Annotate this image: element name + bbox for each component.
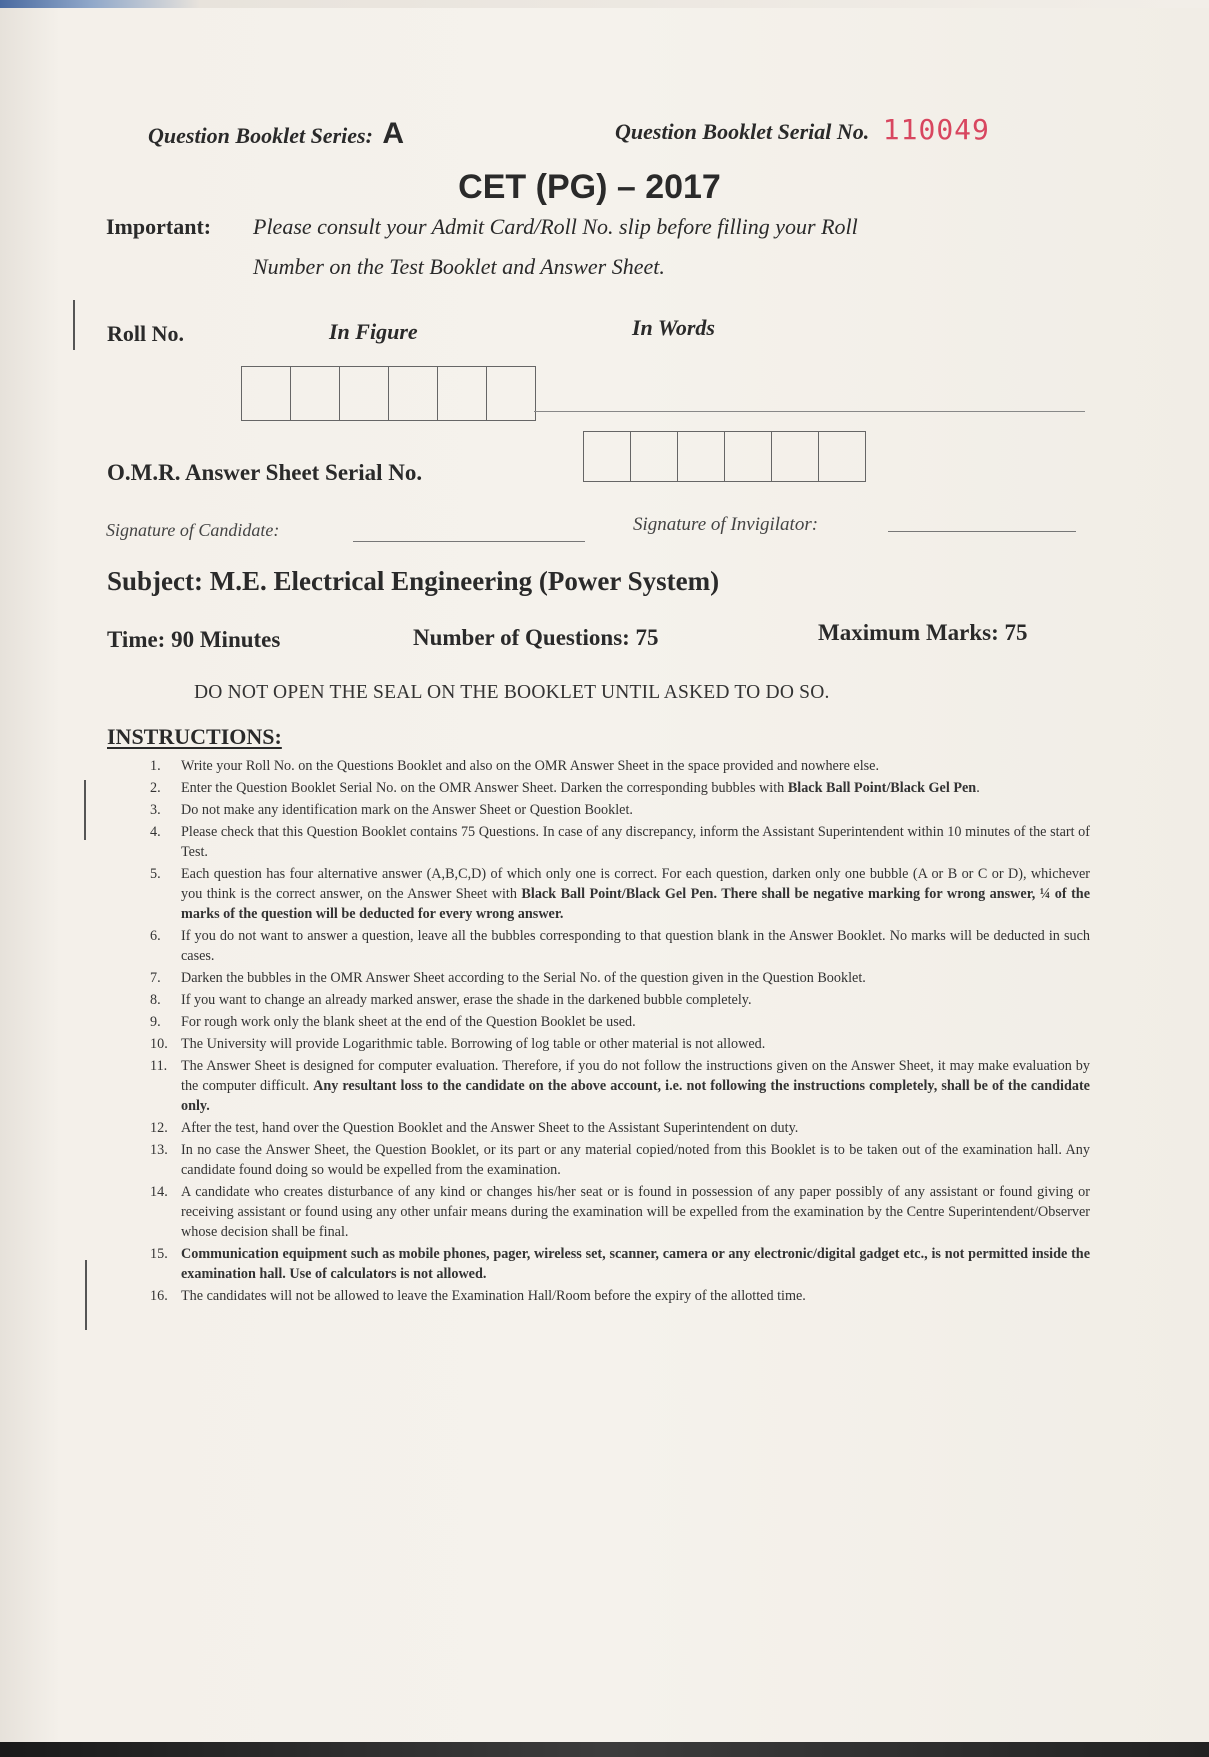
scan-bottom-edge <box>0 1742 1209 1757</box>
instruction-text: In no case the Answer Sheet, the Question Booklet, or its part or any material copied/noted from this Booklet is to be taken out of the examination hall. Any candidate found doing so would be expelled from the examination. <box>181 1142 1090 1178</box>
exam-title: CET (PG) – 2017 <box>458 168 721 206</box>
instruction-item <box>150 968 1090 988</box>
series-label: Question Booklet Series: <box>148 123 373 148</box>
instruction-number: 9. <box>150 1014 161 1030</box>
instruction-number: 4. <box>150 824 161 840</box>
instruction-text: Communication equipment such as mobile phones, pager, wireless set, scanner, camera or any electronic/digital gadget etc., is not permitted inside the examination hall. Use of calculators is not allowed. <box>181 1246 1090 1282</box>
instruction-number: 14. <box>150 1184 168 1200</box>
instruction-text: If you want to change an already marked answer, erase the shade in the darkened bubble completely. <box>181 992 752 1008</box>
roll-digit-box[interactable] <box>487 366 536 421</box>
roll-no-label: Roll No. <box>107 321 184 346</box>
instruction-text: The University will provide Logarithmic table. Borrowing of log table or other material is not allowed. <box>181 1036 766 1052</box>
margin-pen-mark <box>84 780 86 840</box>
instruction-number: 6. <box>150 928 161 944</box>
instruction-number: 1. <box>150 758 161 774</box>
omr-digit-box[interactable] <box>819 431 866 482</box>
important-label: Important: <box>106 214 212 239</box>
instruction-text: If you do not want to answer a question, leave all the bubbles corresponding to that question blank in the Answer Booklet. No marks will be deducted in such cases. <box>181 928 1090 964</box>
instruction-number: 12. <box>150 1120 168 1136</box>
important-text-line-2: Number on the Test Booklet and Answer Sheet. <box>253 254 665 279</box>
omr-digit-box[interactable] <box>678 431 725 482</box>
time-info: Time: 90 Minutes <box>107 627 281 652</box>
instruction-number: 8. <box>150 992 161 1008</box>
roll-in-words-line[interactable] <box>534 411 1085 412</box>
instruction-text: Please check that this Question Booklet contains 75 Questions. In case of any discrepancy, inform the Assistant Superintendent within 10 minutes of the start of Test. <box>181 824 1090 860</box>
instruction-item <box>150 1118 1090 1138</box>
instruction-text: After the test, hand over the Question Booklet and the Answer Sheet to the Assistant Superintendent on duty. <box>181 1120 799 1136</box>
instruction-item <box>150 1182 1090 1242</box>
roll-digit-box[interactable] <box>389 366 438 421</box>
instruction-item <box>150 1286 1090 1306</box>
instruction-text: . <box>976 780 980 796</box>
roll-digit-box[interactable] <box>242 366 291 421</box>
invigilator-signature-line[interactable] <box>888 531 1076 532</box>
roll-digit-box[interactable] <box>340 366 389 421</box>
instruction-number: 3. <box>150 802 161 818</box>
instruction-text: For rough work only the blank sheet at the end of the Question Booklet be used. <box>181 1014 636 1030</box>
max-marks-info: Maximum Marks: 75 <box>818 620 1028 645</box>
instruction-number: 16. <box>150 1288 168 1304</box>
omr-serial-boxes[interactable] <box>583 431 866 482</box>
margin-pen-mark <box>85 1260 87 1330</box>
important-text-line-1: Please consult your Admit Card/Roll No. slip before filling your Roll <box>253 214 858 239</box>
instruction-item <box>150 926 1090 966</box>
omr-digit-box[interactable] <box>584 431 631 482</box>
instruction-item <box>150 990 1090 1010</box>
invigilator-signature-label: Signature of Invigilator: <box>633 514 819 535</box>
instruction-item <box>150 1244 1090 1284</box>
instruction-item <box>150 822 1090 862</box>
seal-notice: DO NOT OPEN THE SEAL ON THE BOOKLET UNTIL ASKED TO DO SO. <box>194 682 830 703</box>
omr-digit-box[interactable] <box>772 431 819 482</box>
instruction-number: 11. <box>150 1058 168 1074</box>
booklet-serial <box>615 113 990 146</box>
instruction-text: Darken the bubbles in the OMR Answer Sheet according to the Serial No. of the question given in the Question Booklet. <box>181 970 866 986</box>
instruction-text: Do not make any identification mark on the Answer Sheet or Question Booklet. <box>181 802 633 818</box>
instruction-text: Black Ball Point/Black Gel Pen. There shall be negative marking for wrong answer, ¼ of the marks of the question will be deducted for every wrong answer. <box>181 886 1090 922</box>
instruction-text: Enter the Question Booklet Serial No. on the OMR Answer Sheet. Darken the corresponding bubbles with <box>181 780 788 796</box>
scan-top-edge <box>0 0 1209 8</box>
instructions-heading: INSTRUCTIONS: <box>107 724 282 749</box>
in-words-label: In Words <box>632 315 715 340</box>
instruction-item <box>150 1012 1090 1032</box>
instruction-number: 15. <box>150 1246 168 1262</box>
omr-serial-label: O.M.R. Answer Sheet Serial No. <box>107 460 423 485</box>
instruction-text: Each question has four alternative answer (A,B,C,D) of which only one is correct. For each question, darken only one bubble (A or B or C or D), whichever you think is the correct answer, on the Answer Sheet with <box>181 866 1090 902</box>
instructions-list <box>150 756 1090 1308</box>
roll-digit-box[interactable] <box>291 366 340 421</box>
instruction-text: A candidate who creates disturbance of any kind or changes his/her seat or is found in possession of any paper possibly of any assistant or found giving or receiving assistant or found using any other unfair means during the examination will be expelled from the examination by the Centre Superintendent/Observer whose decision shall be final. <box>181 1184 1090 1240</box>
omr-digit-box[interactable] <box>631 431 678 482</box>
booklet-series <box>148 117 404 151</box>
instruction-text: Write your Roll No. on the Questions Booklet and also on the OMR Answer Sheet in the space provided and nowhere else. <box>181 758 880 774</box>
serial-label: Question Booklet Serial No. <box>615 119 870 144</box>
in-figure-label: In Figure <box>329 319 418 344</box>
candidate-signature-line[interactable] <box>353 541 585 542</box>
roll-digit-box[interactable] <box>438 366 487 421</box>
instruction-item <box>150 1056 1090 1116</box>
instruction-number: 2. <box>150 780 161 796</box>
instruction-number: 5. <box>150 866 161 882</box>
instruction-item <box>150 1140 1090 1180</box>
instruction-item <box>150 1034 1090 1054</box>
instruction-item <box>150 864 1090 924</box>
candidate-signature-label: Signature of Candidate: <box>106 520 280 540</box>
instruction-item <box>150 778 1090 798</box>
omr-digit-box[interactable] <box>725 431 772 482</box>
series-value: A <box>382 117 405 150</box>
serial-number-stamp: 110049 <box>882 113 990 146</box>
instruction-number: 7. <box>150 970 161 986</box>
question-count-info: Number of Questions: 75 <box>413 625 659 650</box>
instruction-text: The candidates will not be allowed to leave the Examination Hall/Room before the expiry of the allotted time. <box>181 1288 806 1304</box>
instruction-item <box>150 756 1090 776</box>
instruction-text: Any resultant loss to the candidate on the above account, i.e. not following the instructions completely, shall be of the candidate only. <box>181 1078 1090 1114</box>
subject-title: Subject: M.E. Electrical Engineering (Power System) <box>107 566 720 596</box>
instruction-number: 13. <box>150 1142 168 1158</box>
instruction-text: Black Ball Point/Black Gel Pen <box>787 780 977 796</box>
instruction-number: 10. <box>150 1036 168 1052</box>
instruction-item <box>150 800 1090 820</box>
instruction-text: The Answer Sheet is designed for computer evaluation. Therefore, if you do not follow the instructions given on the Answer Sheet, it may make evaluation by the computer difficult. <box>181 1058 1090 1094</box>
roll-number-boxes[interactable] <box>241 366 536 421</box>
margin-pen-mark <box>73 300 75 350</box>
